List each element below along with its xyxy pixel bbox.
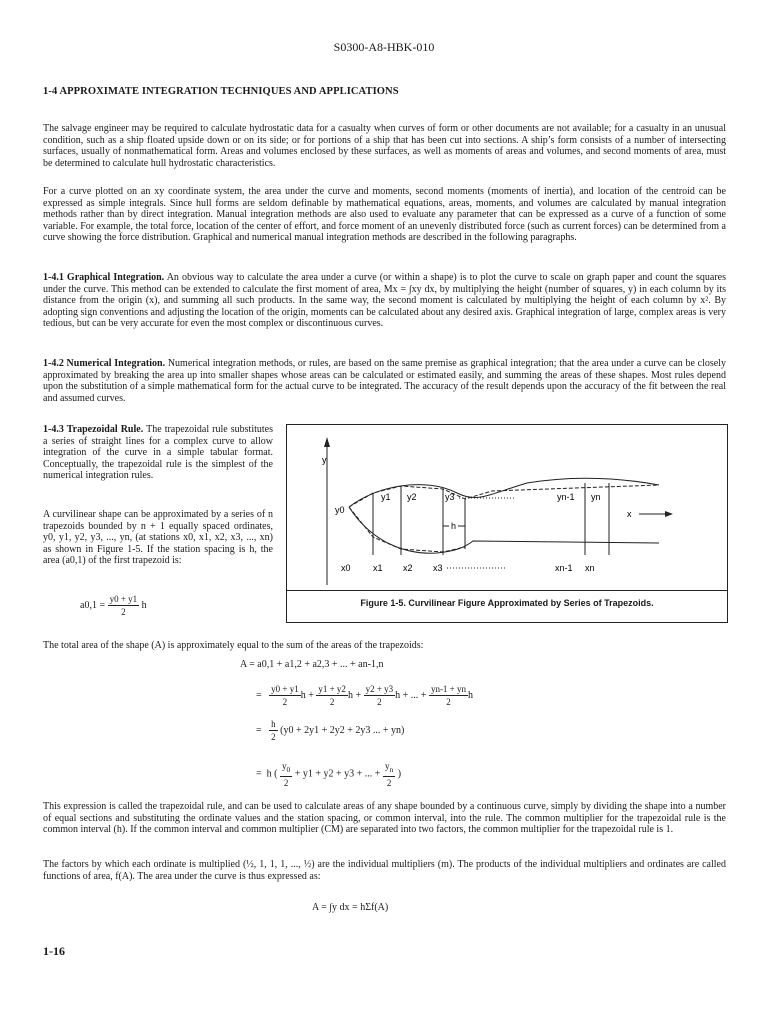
eq2-term-1: y0 + y1: [271, 684, 299, 694]
figure-1-5: [286, 424, 728, 623]
paragraph-trapezoidal-rule: [43, 424, 273, 482]
figure-caption: Figure 1-5. Curvilinear Figure Approximated by Series of Trapezoids.: [360, 598, 654, 608]
fig-station-x3: x3: [433, 563, 443, 573]
fig-h-label: h: [451, 521, 457, 531]
fig-station-xn: xn: [585, 563, 595, 573]
eq2-term-3: y2 + y3: [365, 684, 394, 694]
paragraph-trapezoidal-definition: This expression is called the trapezoidal rule, and can be used to calculate areas of any shape bounded by a continuous curve, simply by dividing the shape into a number of equal sections and substituting the ordinate values and the station spacing, or common interval, into the rule. The common multiplier for the trapezoidal rule is the common interval (h). If the common interval and common multiplier (CM) are separated into two factors, the common multiplier for the trapezoidal rule is 1.: [43, 801, 726, 836]
paragraph-total-area: The total area of the shape (A) is approximately equal to the sum of the areas of the trapezoids:: [43, 640, 424, 651]
equation-expanded: = $\frac{y0 + y1}{2}$ h + $\frac{y1 + y2}{2}$ h + $\frac{y2 + y3}{2}$ h + ... + $\frac{yn-1 + yn}{2}$ h: [256, 684, 474, 707]
fig-station-x0: x0: [341, 563, 351, 573]
eq3-body: (y0 + 2y1 + 2y2 + 2y3 ... + yn): [280, 724, 405, 736]
equation-simplified: = $\frac{h}{2}$ (y0 + 2y1 + 2y2 + 2y3 ... + yn): [256, 719, 405, 742]
eq-first-rhs: h: [141, 599, 147, 611]
fig-station-x1: x1: [373, 563, 383, 573]
figure-separator: [287, 590, 727, 591]
paragraph-curvilinear-shape: A curvilinear shape can be approximated by a series of n trapezoids bounded by n + 1 equally spaced ordinates, y0, y1, y2, y3, ..., yn, (at stations x0, x1, x2, x3, ..., xn) as shown in Figure 1-5. If the station spacing is h, the area (a0,1) of the first trapezoid is:: [43, 509, 273, 567]
eq4-body: + y1 + y2 + y3 + ... +: [294, 768, 381, 780]
section-title: 1-4 APPROXIMATE INTEGRATION TECHNIQUES AND APPLICATIONS: [43, 86, 399, 97]
paragraph-curves: For a curve plotted on an xy coordinate system, the area under the curve and moments, second moments (moments of inertia), and location of the centroid can be expressed as simple integrals. Since hull forms are seldom definable by mathematical equations, areas, moments, and volumes are calculated by manual integration methods rather than by direct integration. Manual integration methods are also used to evaluate any parameter that can be expressed as a curve of a function of some variable. For example, the total force, location of the center of effort, and force moment of an unevenly distributed force (such as current forces) can be determined from a curve showing the force distribution. Graphical and numerical manual integration methods are described in the following paragraphs.: [43, 186, 726, 244]
fig-x-label: x: [627, 509, 632, 519]
heading-graphical-integration: 1-4.1 Graphical Integration.: [43, 272, 165, 283]
fig-station-xn-1: xn-1: [555, 563, 573, 573]
paragraph-graphical-integration: [43, 272, 726, 330]
fig-ordinate-y2: y2: [407, 492, 417, 502]
eq-first-denominator: 2: [121, 607, 126, 617]
eq-first-numerator: y0 + y1: [109, 594, 138, 604]
fig-y0-label: y0: [335, 505, 345, 515]
document-id: S0300-A8-HBK-010: [333, 40, 435, 54]
paragraph-multipliers: The factors by which each ordinate is multiplied (½, 1, 1, 1, ..., ½) are the individual multipliers (m). The products of the individual multipliers and ordinates are called functions of area, f(A). The area under the curve is thus expressed as:: [43, 859, 726, 882]
equation-first-trapezoid: [80, 593, 147, 618]
fig-ordinate-yn: yn: [591, 492, 601, 502]
equation-final-form: = h ( $\frac{y_0}{2}$ + y1 + y2 + y3 + ... + $\frac{y_n}{2}$ ): [256, 761, 402, 788]
fig-station-x2: x2: [403, 563, 413, 573]
heading-numerical-integration: 1-4.2 Numerical Integration.: [43, 358, 166, 369]
heading-trapezoidal-rule: 1-4.3 Trapezoidal Rule.: [43, 424, 144, 435]
equation-area-function: A = ∫y dx = hΣf(A): [312, 902, 389, 913]
paragraph-intro: The salvage engineer may be required to calculate hydrostatic data for a casualty when curves of form or other documents are not available; for a casualty in an unusual condition, such as a ship floated upside down or on its side; or for portions of a ship that has been cut into sections. A ship’s form consists of a number of intersecting surfaces, usually of nonmathematical form. Areas and volumes enclosed by these surfaces, as well as moments of areas and volumes, and second moments of area, must be determined to calculate hull hydrostatic characteristics.: [43, 123, 726, 169]
text-graphical-integration: An obvious way to calculate the area under a curve (or within a shape) is to plot the curve to scale on graph paper and count the squares under the curve. This method can be extended to calculate the first moment of area, Mx = ∫xy dx, by multiplying the height (number of squares, y) in each column by its distance from the origin (x), and summing all such products. In the same way, the second moment is calculated by multiplying the height of each column by x². By adopting sign conventions and adjusting the location of the origin, moments can be calculated about any desired axis. Graphical integration of large, complex areas is very tedious, but can be very accurate for even the most complex or discontinuous curves.: [43, 272, 726, 330]
fig-ordinate-yn-1: yn-1: [557, 492, 575, 502]
eq2-term-2: y1 + y2: [318, 684, 346, 694]
fig-ordinate-y1: y1: [381, 492, 391, 502]
page-number: 1-16: [43, 944, 65, 958]
text-trapezoidal-rule: The trapezoidal rule substitutes a series of straight lines for a complex curve to allow integration of the curve in a simple tabular format. Conceptually, the trapezoidal rule is the simplest of the numerical integration rules.: [43, 424, 274, 482]
text-numerical-integration: Numerical integration methods, or rules, are based on the same premise as graphical integration; that the area under a curve can be closely approximated by breaking the area up into smaller shapes whose areas can be calculated or estimated easily, and summing the areas of these shapes. Most rules depend upon the substitution of a simple mathematical form for the actual curve to be integrated. The accuracy of the result depends upon the accuracy of the fit between the real and assumed curves.: [43, 358, 726, 404]
trapezoid-diagram: [287, 425, 727, 590]
fig-ordinate-y3: y3: [445, 492, 455, 502]
fig-y-label: y: [322, 455, 327, 465]
equation-sum-trapezoids: A = a0,1 + a1,2 + a2,3 + ... + an-1,n: [240, 659, 384, 670]
eq2-term-n: yn-1 + yn: [430, 684, 467, 694]
eq-first-lhs: a0,1 =: [80, 599, 106, 611]
paragraph-numerical-integration: [43, 358, 726, 404]
